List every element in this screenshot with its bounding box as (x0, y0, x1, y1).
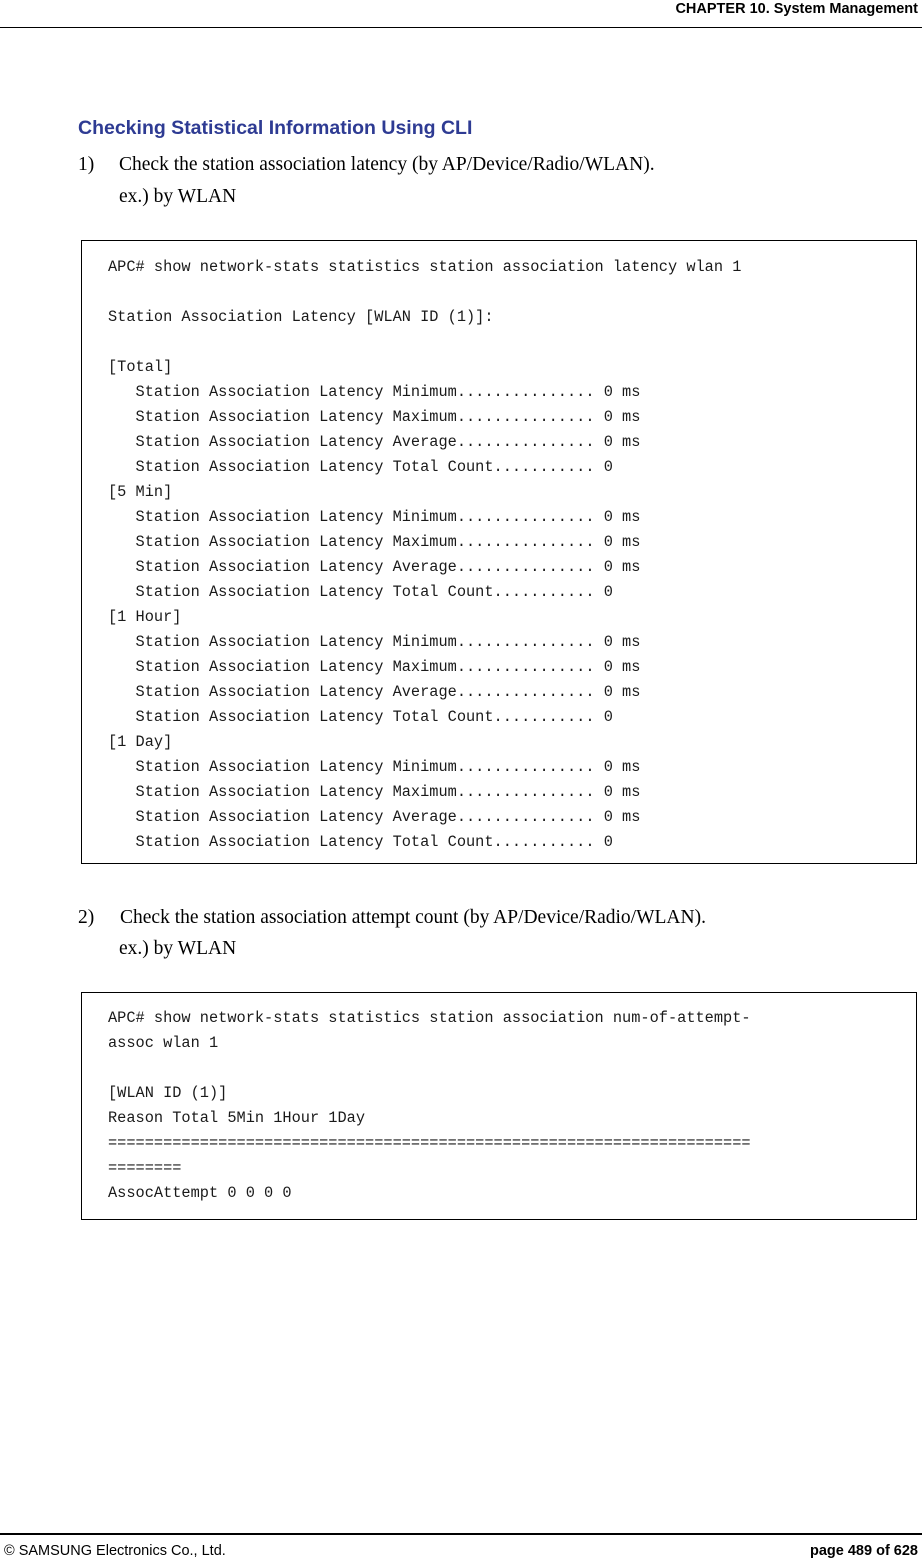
code-line: Station Association Latency Maximum............... 0 ms (108, 783, 641, 801)
code-line: Station Association Latency [WLAN ID (1)]: (108, 308, 494, 326)
code-line: Reason Total 5Min 1Hour 1Day (108, 1109, 366, 1127)
code-line: Station Association Latency Average............... 0 ms (108, 683, 641, 701)
code-line: Station Association Latency Maximum............... 0 ms (108, 533, 641, 551)
step-1-example: ex.) by WLAN (119, 186, 237, 207)
code-line (108, 1056, 751, 1081)
chapter-header: CHAPTER 10. System Management (675, 1, 918, 17)
footer-copyright: © SAMSUNG Electronics Co., Ltd. (4, 1543, 226, 1559)
code-block-latency (81, 240, 917, 864)
step-1 (78, 153, 838, 177)
code-line (108, 280, 741, 305)
code-lines (108, 255, 741, 855)
code-line: ======== (108, 1159, 182, 1177)
footer-divider (0, 1533, 922, 1535)
step-2-example: ex.) by WLAN (119, 938, 237, 959)
code-line: ====================================================================== (108, 1134, 751, 1152)
step-2-number: 2) (78, 907, 95, 928)
code-line: AssocAttempt 0 0 0 0 (108, 1184, 292, 1202)
code-line: Station Association Latency Maximum............... 0 ms (108, 658, 641, 676)
code-line: Station Association Latency Minimum............... 0 ms (108, 633, 641, 651)
code-line: assoc wlan 1 (108, 1034, 219, 1052)
code-line: [1 Hour] (108, 608, 182, 626)
code-line: Station Association Latency Minimum............... 0 ms (108, 383, 641, 401)
step-1-number: 1) (78, 154, 95, 175)
code-line: APC# show network-stats statistics station association latency wlan 1 (108, 258, 742, 276)
step-2-text: Check the station association attempt count (by AP/Device/Radio/WLAN). (120, 907, 706, 928)
code-line: [WLAN ID (1)] (108, 1084, 228, 1102)
code-line: Station Association Latency Average............... 0 ms (108, 433, 641, 451)
code-block-attempt-count (81, 992, 917, 1220)
step-2 (78, 906, 858, 930)
code-line (108, 330, 741, 355)
code-line: Station Association Latency Total Count........... 0 (108, 583, 613, 601)
code-line: Station Association Latency Average............... 0 ms (108, 808, 641, 826)
code-line: Station Association Latency Total Count........... 0 (108, 458, 613, 476)
code-line: Station Association Latency Average............... 0 ms (108, 558, 641, 576)
code-line: Station Association Latency Total Count........... 0 (108, 833, 613, 851)
code-line: [5 Min] (108, 483, 173, 501)
section-title: Checking Statistical Information Using CLI (78, 117, 473, 139)
code-line: Station Association Latency Minimum............... 0 ms (108, 758, 641, 776)
header-divider (0, 27, 922, 28)
code-line: Station Association Latency Maximum............... 0 ms (108, 408, 641, 426)
code-line: [1 Day] (108, 733, 173, 751)
footer-page-number: page 489 of 628 (810, 1543, 918, 1559)
code-line: Station Association Latency Minimum............... 0 ms (108, 508, 641, 526)
code-line: APC# show network-stats statistics station association num-of-attempt- (108, 1009, 751, 1027)
step-1-text: Check the station association latency (by AP/Device/Radio/WLAN). (119, 154, 655, 175)
code-lines (108, 1006, 751, 1206)
code-line: [Total] (108, 358, 173, 376)
code-line: Station Association Latency Total Count........... 0 (108, 708, 613, 726)
